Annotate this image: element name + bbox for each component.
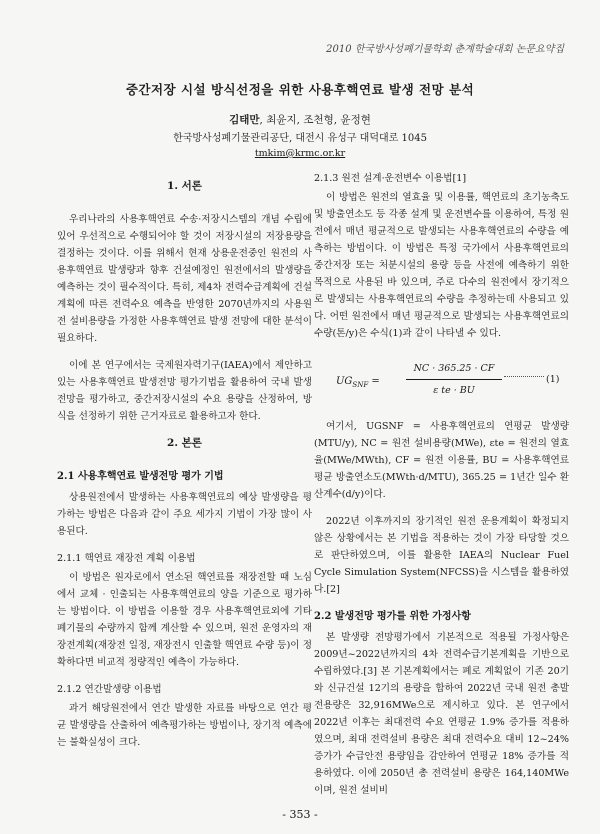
subsubsection-title: 2.1.2 연간발생량 이용법 bbox=[57, 684, 162, 695]
paragraph: 본 발생량 전망평가에서 기본적으로 적용될 가정사항은 2009년~2022년까지의 4차 전력수급기본계획을 기반으로 수립하였다.[3] 본 기본계획에서는 폐로 계획없이 기존 20기와 신규건설 12기의 용량을 합하여 2022년 국내 원전 총발전용량은 32,916MWe으로 제시하고 있다. 본 연구에서 2022년 이후는 최대전력 수요 연평균 1.9% 증가를 적용하였으며, 최대 전력설비 용량은 최대 전력수요 대비 12~24%증가가 수급안전 용량임을 감안하여 연평균 18% 증가를 적용하였다. 이에 2050년 총 전력설비 용량은 164,140MWe이며, 원전 설비비 bbox=[314, 632, 569, 796]
paragraph: 2022년 이후까지의 장기적인 원전 운용계획이 확정되지 않은 상황에서는 본 기법을 적용하는 것이 가장 타당할 것으로 판단하였으며, 이를 활용한 IAEA의 Nuclear Fuel Cycle Simulation System(NFCSS)을 시스템을 활용하였다.[2] bbox=[314, 516, 569, 595]
left-column bbox=[57, 170, 312, 761]
running-head: 2010 한국방사성폐기물학회 춘계학술대회 논문요약집 bbox=[326, 44, 564, 55]
affiliation: 한국방사성폐기물관리공단, 대전시 유성구 대덕대로 1045 bbox=[173, 133, 427, 144]
equation-number: (1) bbox=[546, 374, 560, 385]
subsection-title: 2.2 발생전망 평가를 위한 가정사항 bbox=[314, 611, 471, 622]
paragraph: 상용원전에서 발생하는 사용후핵연료의 예상 발생량을 평가하는 방법은 다음과 같이 주요 세가지 기법이 가장 많이 사용된다. bbox=[57, 492, 312, 537]
equation-numerator: NC · 365.25 · CF bbox=[406, 360, 502, 380]
lead-author: 김태만 bbox=[229, 114, 260, 126]
paragraph: 이 방법은 원전의 열효율 및 이용률, 핵연료의 초기농축도 및 방출연소도 등 각종 설계 및 운전변수를 이용하여, 특정 원전에서 매년 평균적으로 발생되는 사용후핵연료의 수량을 예측하는 방법이다. 이 방법은 특정 국가에서 사용후핵연료의 중간저장 또는 처분시설의 용량 등을 사전에 예측하기 위한 목적으로 사용된 바 있으며, 주로 다수의 원전에서 장기적으로 발생되는 사용후핵연료의 수량을 추정하는데 사용되고 있다. 어떤 원전에서 매년 평균적으로 발생되는 사용후핵연료의 수량(톤/y)은 수식(1)과 같이 나타낼 수 있다. bbox=[314, 192, 569, 339]
equation-denominator: ε te · BU bbox=[433, 385, 475, 396]
paragraph: 여기서, UGSNF = 사용후핵연료의 연평균 발생량(MTU/y), NC = 원전 설비용량(MWe), εte = 원전의 열효율(MWe/MWth), CF = 원전 이용률, BU = 사용후핵연료 평균 방출연소도(MWth·d/MTU), 365.25 = 1년간 일수 환산계수(d/y)이다. bbox=[314, 421, 569, 500]
subsubsection-title: 2.1.3 원전 설계·운전변수 이용법[1] bbox=[314, 173, 467, 184]
section-title-introduction: 1. 서론 bbox=[167, 180, 202, 192]
email-link[interactable]: tmkim@krmc.or.kr bbox=[254, 148, 346, 159]
paragraph: 우리나라의 사용후핵연료 수송·저장시스템의 개념 수립에 있어 우선적으로 수행되어야 할 것이 저장시설의 저장용량을 결정하는 것이다. 이를 위해서 현재 상용운전중인 원전의 사용후핵연료 발생량과 향후 건설예정인 원전에서의 발생량을 예측하는 것이 필수적이다. 특히, 제4차 전력수급계획에 건설계획에 따른 전력수요 예측을 반영한 2070년까지의 사용원전 설비용량을 가정한 사용후핵연료 발생 전망에 대한 분석이 필요하다. bbox=[57, 214, 312, 344]
paragraph: 이에 본 연구에서는 국제원자력기구(IAEA)에서 제안하고 있는 사용후핵연료 발생전망 평가기법을 활용하여 국내 발생전망을 평가하고, 중간저장시설의 수요 용량을 산정하여, 방식을 선정하기 위한 근거자료로 활용하고자 한다. bbox=[57, 360, 312, 422]
section-title-body: 2. 본론 bbox=[167, 437, 202, 449]
subsubsection-title: 2.1.1 핵연료 재장전 계획 이용법 bbox=[57, 553, 196, 564]
author-list bbox=[0, 112, 600, 127]
paper-title: 중간저장 시설 방식선정을 위한 사용후핵연료 발생 전망 분석 bbox=[125, 82, 475, 97]
co-authors: , 최윤지, 조천형, 윤정현 bbox=[259, 114, 371, 126]
equation-fraction bbox=[406, 360, 502, 399]
page-number: - 353 - bbox=[282, 808, 318, 821]
paragraph: 과거 해당원전에서 연간 발생한 자료를 바탕으로 연간 평균 발생량을 산출하여 예측평가하는 방법이나, 장기적 예측에는 불확실성이 크다. bbox=[57, 703, 312, 748]
right-column bbox=[314, 170, 569, 809]
equation-1 bbox=[314, 360, 569, 400]
equation-leader-dots bbox=[504, 376, 544, 377]
paragraph: 이 방법은 원자로에서 연소된 핵연료를 재장전할 때 노심에서 교체 · 인출되는 사용후핵연료의 양을 기준으로 평가하는 방법이다. 이 방법을 이용할 경우 사용후핵연료외에 기타 폐기물의 수량까지 함께 계산할 수 있으며, 원전 운영자의 재장전계획(재장전 일정, 재장전시 인출할 핵연료 수량 등)이 정확하다면 비교적 정량적인 예측이 가능하다. bbox=[57, 572, 312, 668]
subsection-title: 2.1 사용후핵연료 발생전망 평가 기법 bbox=[57, 471, 224, 482]
equation-lhs: $UG_{SNF}$ = bbox=[336, 376, 380, 389]
